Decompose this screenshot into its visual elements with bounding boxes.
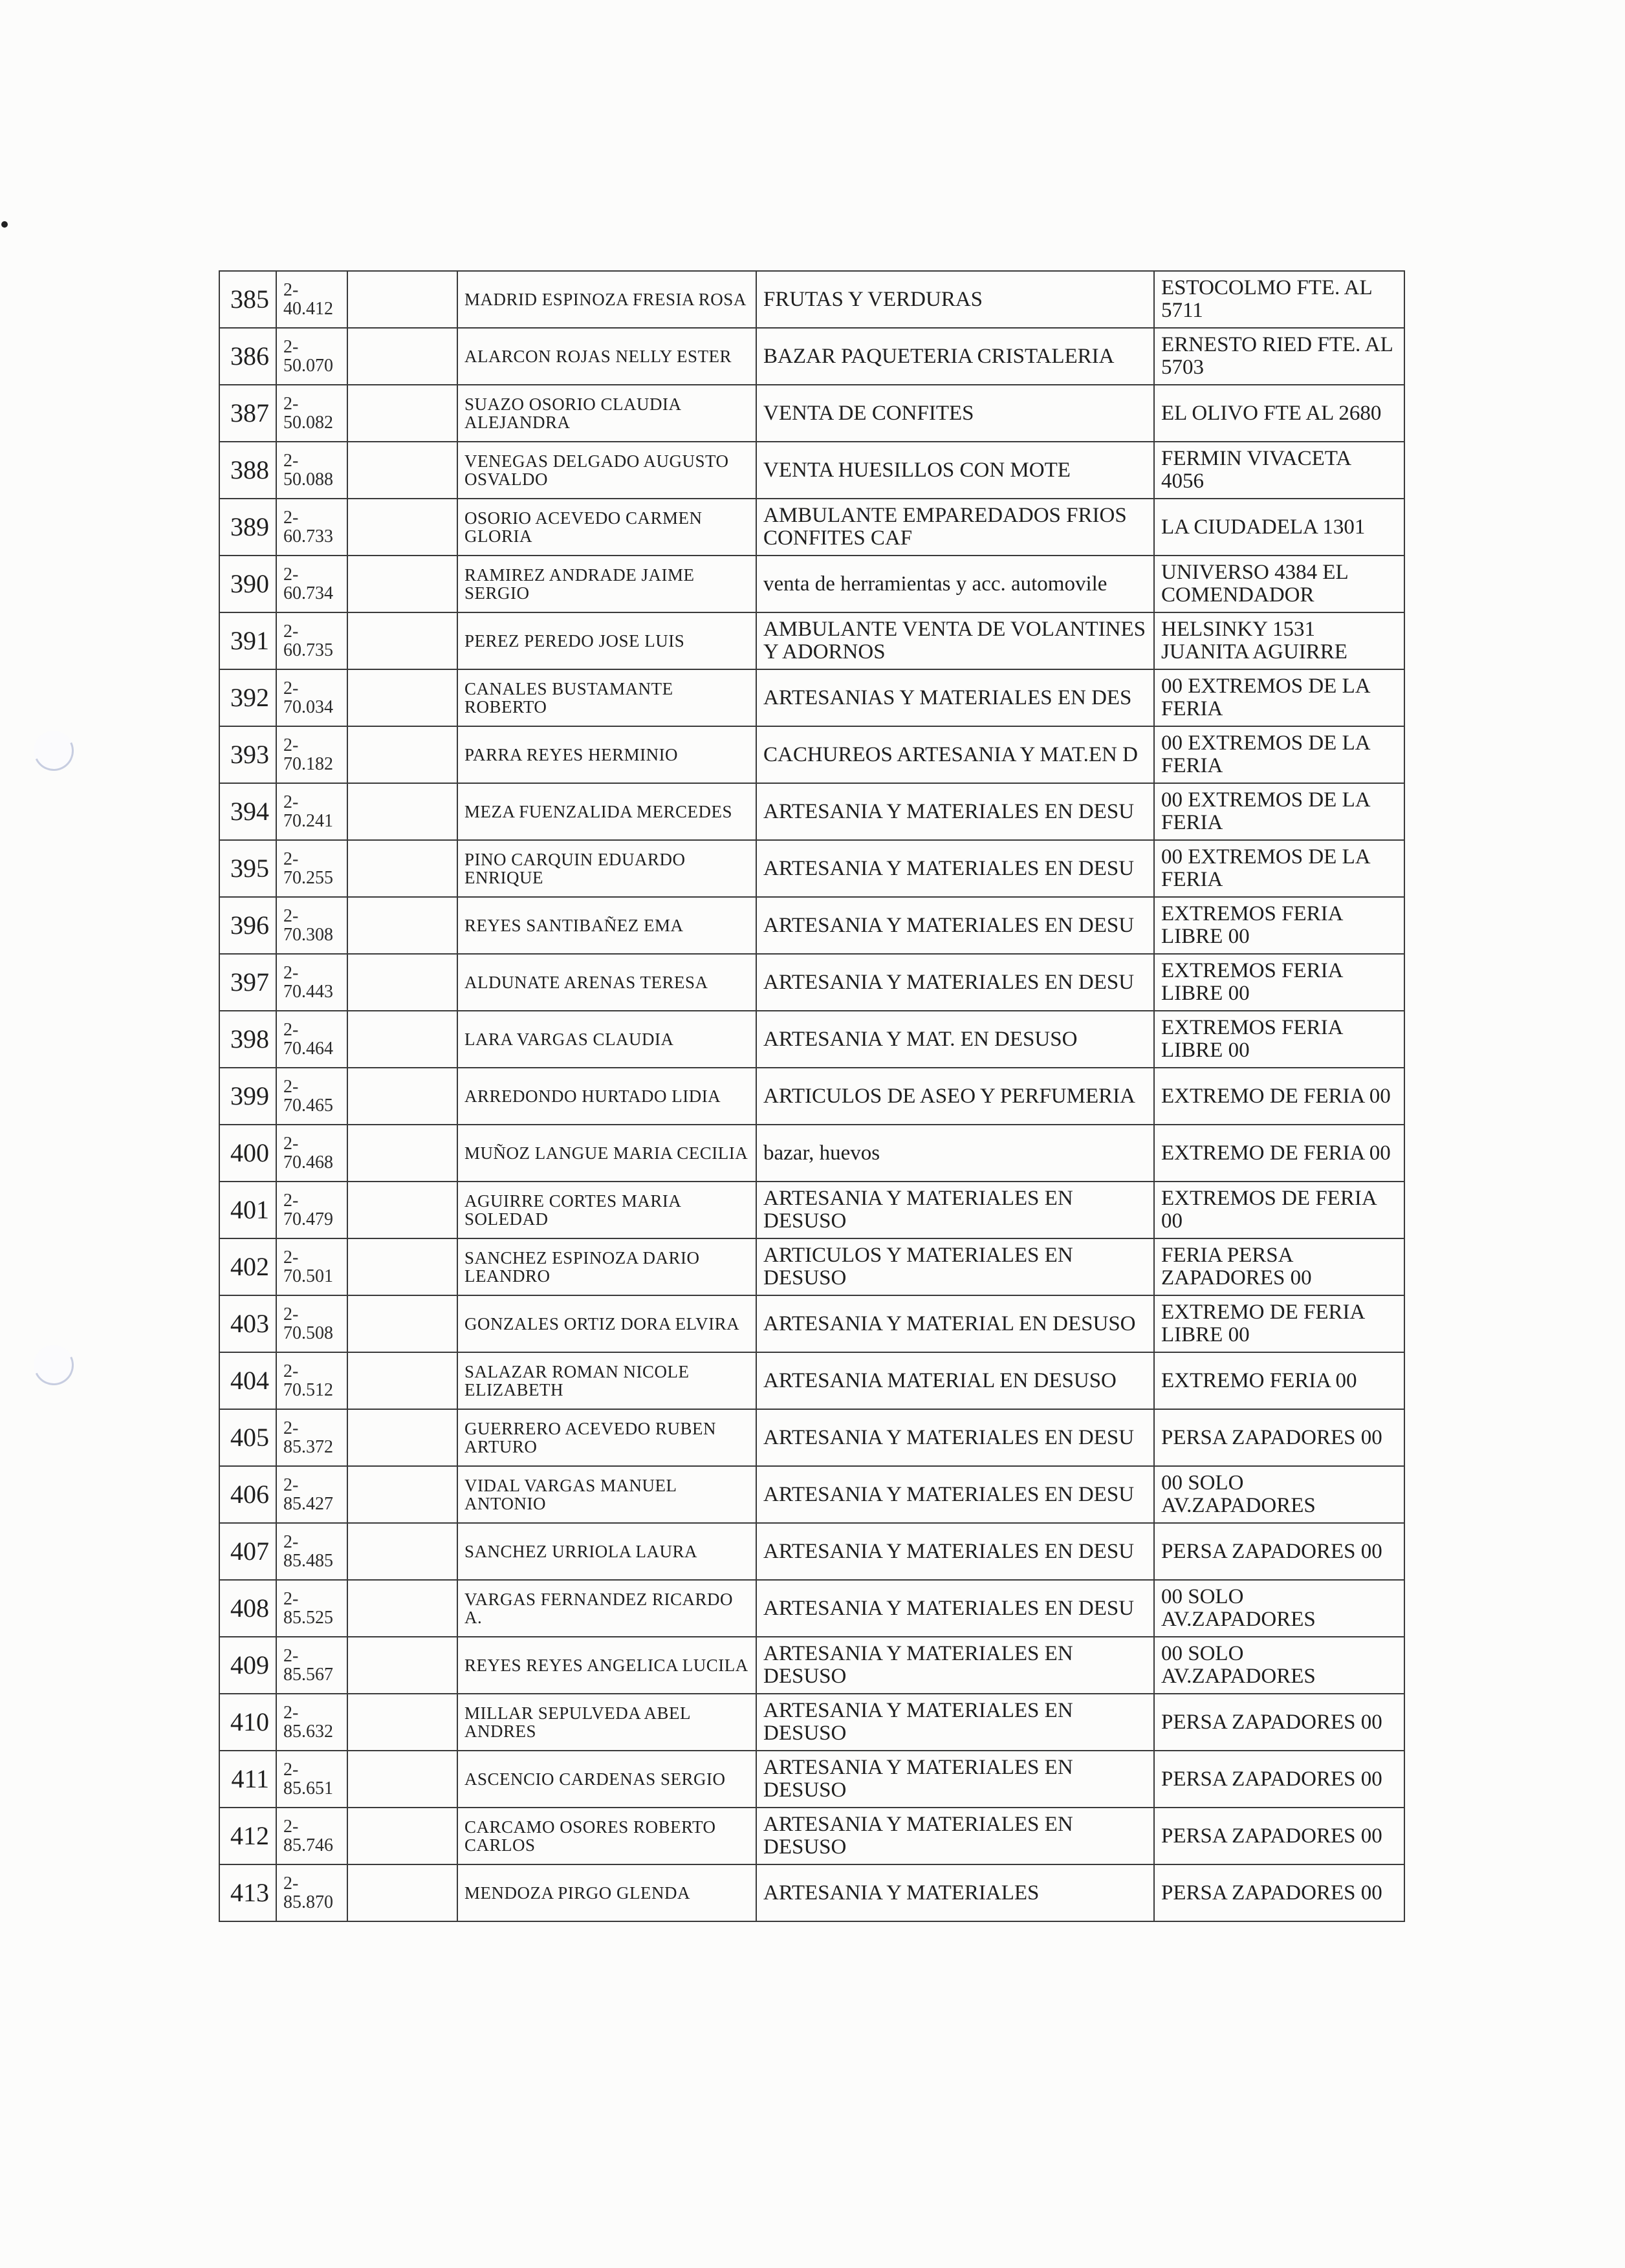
table-row — [219, 954, 1404, 1011]
business-type: ARTESANIA Y MATERIALES — [756, 1864, 1154, 1921]
row-number: 387 — [219, 385, 276, 442]
business-type: ARTESANIA Y MATERIALES EN DESU — [756, 954, 1154, 1011]
holder-name: REYES SANTIBAÑEZ EMA — [457, 897, 756, 954]
blank-cell — [347, 1295, 457, 1352]
holder-name: MENDOZA PIRGO GLENDA — [457, 1864, 756, 1921]
address: EXTREMO DE FERIA 00 — [1154, 1068, 1404, 1125]
patent-number: 2- 85.372 — [276, 1409, 347, 1466]
table-row — [219, 1352, 1404, 1409]
table-row — [219, 1068, 1404, 1125]
business-type: AMBULANTE EMPAREDADOS FRIOS CONFITES CAF — [756, 499, 1154, 556]
address: LA CIUDADELA 1301 — [1154, 499, 1404, 556]
row-number: 403 — [219, 1295, 276, 1352]
holder-name: AGUIRRE CORTES MARIA SOLEDAD — [457, 1182, 756, 1238]
address: EXTREMOS FERIA LIBRE 00 — [1154, 897, 1404, 954]
address: PERSA ZAPADORES 00 — [1154, 1808, 1404, 1864]
holder-name: VENEGAS DELGADO AUGUSTO OSVALDO — [457, 442, 756, 499]
row-number: 393 — [219, 726, 276, 783]
business-type: ARTESANIA Y MATERIALES EN DESU — [756, 783, 1154, 840]
table-row — [219, 1751, 1404, 1808]
table-row — [219, 328, 1404, 385]
row-number: 401 — [219, 1182, 276, 1238]
holder-name: PEREZ PEREDO JOSE LUIS — [457, 612, 756, 669]
table-row — [219, 897, 1404, 954]
patent-number: 2- 85.632 — [276, 1694, 347, 1751]
row-number: 408 — [219, 1580, 276, 1637]
address: PERSA ZAPADORES 00 — [1154, 1751, 1404, 1808]
row-number: 406 — [219, 1466, 276, 1523]
table-row — [219, 726, 1404, 783]
holder-name: LARA VARGAS CLAUDIA — [457, 1011, 756, 1068]
row-number: 388 — [219, 442, 276, 499]
address: UNIVERSO 4384 EL COMENDADOR — [1154, 556, 1404, 612]
business-type: CACHUREOS ARTESANIA Y MAT.EN D — [756, 726, 1154, 783]
holder-name: VARGAS FERNANDEZ RICARDO A. — [457, 1580, 756, 1637]
table-row — [219, 1523, 1404, 1580]
patent-number: 2- 85.485 — [276, 1523, 347, 1580]
punch-hole-bottom — [28, 1339, 79, 1390]
business-type: FRUTAS Y VERDURAS — [756, 271, 1154, 328]
holder-name: CANALES BUSTAMANTE ROBERTO — [457, 669, 756, 726]
row-number: 392 — [219, 669, 276, 726]
patent-number: 2- 50.082 — [276, 385, 347, 442]
address: EXTREMO FERIA 00 — [1154, 1352, 1404, 1409]
business-type: BAZAR PAQUETERIA CRISTALERIA — [756, 328, 1154, 385]
address: PERSA ZAPADORES 00 — [1154, 1523, 1404, 1580]
row-number: 391 — [219, 612, 276, 669]
row-number: 413 — [219, 1864, 276, 1921]
vendor-roster-table — [219, 270, 1405, 1922]
table-row — [219, 271, 1404, 328]
patent-number: 2- 70.241 — [276, 783, 347, 840]
table-row — [219, 499, 1404, 556]
patent-number: 2- 85.567 — [276, 1637, 347, 1694]
holder-name: MEZA FUENZALIDA MERCEDES — [457, 783, 756, 840]
address: PERSA ZAPADORES 00 — [1154, 1409, 1404, 1466]
row-number: 397 — [219, 954, 276, 1011]
row-number: 404 — [219, 1352, 276, 1409]
business-type: ARTICULOS Y MATERIALES EN DESUSO — [756, 1238, 1154, 1295]
address: EL OLIVO FTE AL 2680 — [1154, 385, 1404, 442]
blank-cell — [347, 1011, 457, 1068]
blank-cell — [347, 499, 457, 556]
address: 00 SOLO AV.ZAPADORES — [1154, 1580, 1404, 1637]
table-row — [219, 1011, 1404, 1068]
business-type: ARTESANIA Y MATERIALES EN DESU — [756, 840, 1154, 897]
blank-cell — [347, 1352, 457, 1409]
patent-number: 2- 85.746 — [276, 1808, 347, 1864]
holder-name: GONZALES ORTIZ DORA ELVIRA — [457, 1295, 756, 1352]
business-type: ARTESANIA Y MATERIALES EN DESU — [756, 1409, 1154, 1466]
business-type: ARTESANIA Y MAT. EN DESUSO — [756, 1011, 1154, 1068]
patent-number: 2- 85.870 — [276, 1864, 347, 1921]
blank-cell — [347, 1864, 457, 1921]
patent-number: 2- 70.255 — [276, 840, 347, 897]
patent-number: 2- 70.034 — [276, 669, 347, 726]
scan-speck — [1, 221, 8, 228]
table-row — [219, 669, 1404, 726]
address: FERMIN VIVACETA 4056 — [1154, 442, 1404, 499]
patent-number: 2- 50.088 — [276, 442, 347, 499]
business-type: ARTESANIA MATERIAL EN DESUSO — [756, 1352, 1154, 1409]
address: HELSINKY 1531 JUANITA AGUIRRE — [1154, 612, 1404, 669]
holder-name: GUERRERO ACEVEDO RUBEN ARTURO — [457, 1409, 756, 1466]
business-type: VENTA HUESILLOS CON MOTE — [756, 442, 1154, 499]
address: 00 SOLO AV.ZAPADORES — [1154, 1466, 1404, 1523]
table-row — [219, 612, 1404, 669]
business-type: ARTESANIA Y MATERIALES EN DESUSO — [756, 1637, 1154, 1694]
holder-name: SANCHEZ URRIOLA LAURA — [457, 1523, 756, 1580]
blank-cell — [347, 612, 457, 669]
row-number: 396 — [219, 897, 276, 954]
holder-name: VIDAL VARGAS MANUEL ANTONIO — [457, 1466, 756, 1523]
table-row — [219, 1409, 1404, 1466]
holder-name: CARCAMO OSORES ROBERTO CARLOS — [457, 1808, 756, 1864]
row-number: 399 — [219, 1068, 276, 1125]
blank-cell — [347, 726, 457, 783]
holder-name: SUAZO OSORIO CLAUDIA ALEJANDRA — [457, 385, 756, 442]
business-type: bazar, huevos — [756, 1125, 1154, 1182]
row-number: 400 — [219, 1125, 276, 1182]
address: EXTREMO DE FERIA 00 — [1154, 1125, 1404, 1182]
row-number: 405 — [219, 1409, 276, 1466]
address: 00 EXTREMOS DE LA FERIA — [1154, 669, 1404, 726]
holder-name: MILLAR SEPULVEDA ABEL ANDRES — [457, 1694, 756, 1751]
address: PERSA ZAPADORES 00 — [1154, 1694, 1404, 1751]
patent-number: 2- 70.182 — [276, 726, 347, 783]
blank-cell — [347, 669, 457, 726]
business-type: ARTESANIA Y MATERIALES EN DESU — [756, 897, 1154, 954]
table-row — [219, 385, 1404, 442]
business-type: ARTESANIA Y MATERIALES EN DESUSO — [756, 1694, 1154, 1751]
address: EXTREMOS FERIA LIBRE 00 — [1154, 1011, 1404, 1068]
blank-cell — [347, 1238, 457, 1295]
table-row — [219, 442, 1404, 499]
holder-name: MUÑOZ LANGUE MARIA CECILIA — [457, 1125, 756, 1182]
table-row — [219, 840, 1404, 897]
holder-name: SALAZAR ROMAN NICOLE ELIZABETH — [457, 1352, 756, 1409]
holder-name: MADRID ESPINOZA FRESIA ROSA — [457, 271, 756, 328]
address: 00 EXTREMOS DE LA FERIA — [1154, 840, 1404, 897]
holder-name: RAMIREZ ANDRADE JAIME SERGIO — [457, 556, 756, 612]
address: EXTREMO DE FERIA LIBRE 00 — [1154, 1295, 1404, 1352]
business-type: ARTESANIA Y MATERIALES EN DESUSO — [756, 1751, 1154, 1808]
blank-cell — [347, 1694, 457, 1751]
holder-name: ALDUNATE ARENAS TERESA — [457, 954, 756, 1011]
address: PERSA ZAPADORES 00 — [1154, 1864, 1404, 1921]
patent-number: 2- 70.464 — [276, 1011, 347, 1068]
patent-number: 2- 85.525 — [276, 1580, 347, 1637]
punch-hole-top — [28, 725, 79, 776]
patent-number: 2- 70.308 — [276, 897, 347, 954]
patent-number: 2- 70.465 — [276, 1068, 347, 1125]
blank-cell — [347, 385, 457, 442]
patent-number: 2- 85.651 — [276, 1751, 347, 1808]
row-number: 407 — [219, 1523, 276, 1580]
table-row — [219, 1637, 1404, 1694]
table-row — [219, 1580, 1404, 1637]
patent-number: 2- 50.070 — [276, 328, 347, 385]
blank-cell — [347, 271, 457, 328]
blank-cell — [347, 1580, 457, 1637]
address: EXTREMOS FERIA LIBRE 00 — [1154, 954, 1404, 1011]
row-number: 385 — [219, 271, 276, 328]
holder-name: ARREDONDO HURTADO LIDIA — [457, 1068, 756, 1125]
patent-number: 2- 70.468 — [276, 1125, 347, 1182]
roster-body — [219, 271, 1404, 1921]
business-type: ARTESANIA Y MATERIALES EN DESU — [756, 1580, 1154, 1637]
blank-cell — [347, 328, 457, 385]
address: FERIA PERSA ZAPADORES 00 — [1154, 1238, 1404, 1295]
holder-name: ASCENCIO CARDENAS SERGIO — [457, 1751, 756, 1808]
blank-cell — [347, 1523, 457, 1580]
holder-name: SANCHEZ ESPINOZA DARIO LEANDRO — [457, 1238, 756, 1295]
address: 00 EXTREMOS DE LA FERIA — [1154, 726, 1404, 783]
table-row — [219, 1125, 1404, 1182]
address: 00 SOLO AV.ZAPADORES — [1154, 1637, 1404, 1694]
row-number: 389 — [219, 499, 276, 556]
business-type: ARTESANIAS Y MATERIALES EN DES — [756, 669, 1154, 726]
table-row — [219, 1466, 1404, 1523]
business-type: ARTESANIA Y MATERIALES EN DESU — [756, 1466, 1154, 1523]
table-row — [219, 1864, 1404, 1921]
table-row — [219, 1238, 1404, 1295]
table-row — [219, 1808, 1404, 1864]
patent-number: 2- 70.479 — [276, 1182, 347, 1238]
blank-cell — [347, 1125, 457, 1182]
business-type: venta de herramientas y acc. automovile — [756, 556, 1154, 612]
blank-cell — [347, 897, 457, 954]
blank-cell — [347, 1466, 457, 1523]
address: ESTOCOLMO FTE. AL 5711 — [1154, 271, 1404, 328]
table-row — [219, 1295, 1404, 1352]
table-row — [219, 783, 1404, 840]
row-number: 412 — [219, 1808, 276, 1864]
blank-cell — [347, 1637, 457, 1694]
address: EXTREMOS DE FERIA 00 — [1154, 1182, 1404, 1238]
row-number: 386 — [219, 328, 276, 385]
business-type: ARTESANIA Y MATERIALES EN DESU — [756, 1523, 1154, 1580]
blank-cell — [347, 954, 457, 1011]
table-row — [219, 1182, 1404, 1238]
address: ERNESTO RIED FTE. AL 5703 — [1154, 328, 1404, 385]
patent-number: 2- 70.443 — [276, 954, 347, 1011]
blank-cell — [347, 1182, 457, 1238]
holder-name: OSORIO ACEVEDO CARMEN GLORIA — [457, 499, 756, 556]
address: 00 EXTREMOS DE LA FERIA — [1154, 783, 1404, 840]
patent-number: 2- 60.734 — [276, 556, 347, 612]
row-number: 390 — [219, 556, 276, 612]
patent-number: 2- 70.508 — [276, 1295, 347, 1352]
patent-number: 2- 85.427 — [276, 1466, 347, 1523]
row-number: 409 — [219, 1637, 276, 1694]
blank-cell — [347, 1409, 457, 1466]
holder-name: PINO CARQUIN EDUARDO ENRIQUE — [457, 840, 756, 897]
row-number: 394 — [219, 783, 276, 840]
blank-cell — [347, 1808, 457, 1864]
business-type: VENTA DE CONFITES — [756, 385, 1154, 442]
blank-cell — [347, 1751, 457, 1808]
blank-cell — [347, 783, 457, 840]
business-type: AMBULANTE VENTA DE VOLANTINES Y ADORNOS — [756, 612, 1154, 669]
row-number: 402 — [219, 1238, 276, 1295]
row-number: 398 — [219, 1011, 276, 1068]
patent-number: 2- 70.501 — [276, 1238, 347, 1295]
row-number: 411 — [219, 1751, 276, 1808]
blank-cell — [347, 1068, 457, 1125]
business-type: ARTESANIA Y MATERIALES EN DESUSO — [756, 1808, 1154, 1864]
table-row — [219, 556, 1404, 612]
business-type: ARTESANIA Y MATERIAL EN DESUSO — [756, 1295, 1154, 1352]
patent-number: 2- 60.735 — [276, 612, 347, 669]
patent-number: 2- 40.412 — [276, 271, 347, 328]
blank-cell — [347, 442, 457, 499]
row-number: 410 — [219, 1694, 276, 1751]
business-type: ARTESANIA Y MATERIALES EN DESUSO — [756, 1182, 1154, 1238]
blank-cell — [347, 556, 457, 612]
row-number: 395 — [219, 840, 276, 897]
table-row — [219, 1694, 1404, 1751]
holder-name: PARRA REYES HERMINIO — [457, 726, 756, 783]
patent-number: 2- 70.512 — [276, 1352, 347, 1409]
blank-cell — [347, 840, 457, 897]
business-type: ARTICULOS DE ASEO Y PERFUMERIA — [756, 1068, 1154, 1125]
holder-name: REYES REYES ANGELICA LUCILA — [457, 1637, 756, 1694]
patent-number: 2- 60.733 — [276, 499, 347, 556]
holder-name: ALARCON ROJAS NELLY ESTER — [457, 328, 756, 385]
